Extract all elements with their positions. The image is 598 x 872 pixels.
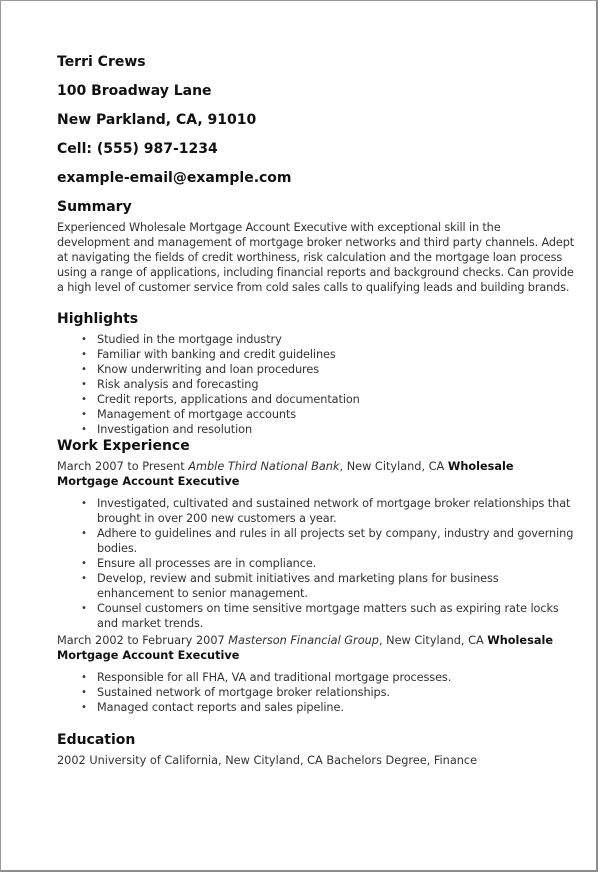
list-item: [81, 685, 576, 700]
bullet-icon: •: [81, 498, 87, 509]
bullet-icon: •: [81, 364, 87, 375]
list-item-text: Responsible for all FHA, VA and traditional mortgage processes.: [97, 671, 452, 684]
contact-address: 100 Broadway Lane: [57, 83, 212, 99]
bullet-icon: •: [81, 394, 87, 405]
bullet-icon: •: [81, 603, 87, 614]
contact-phone: Cell: (555) 987-1234: [57, 141, 218, 157]
list-item-text: Investigated, cultivated and sustained network of mortgage broker relationships that brought in over 200 new customers a year.: [97, 497, 571, 525]
highlights-section: [57, 310, 576, 437]
list-item-text: Sustained network of mortgage broker relationships.: [97, 686, 390, 699]
list-item: [81, 347, 576, 362]
list-item: [81, 601, 576, 631]
list-item-text: Develop, review and submit initiatives and marketing plans for business enhancement to senior management.: [97, 572, 499, 600]
list-item-text: Credit reports, applications and documentation: [97, 393, 360, 406]
list-item-text: Know underwriting and loan procedures: [97, 363, 319, 376]
list-item-text: Studied in the mortgage industry: [97, 333, 282, 346]
experience-heading: Work Experience: [57, 438, 190, 454]
list-item: [81, 526, 576, 556]
education-text: 2002 University of California, New Cityland, CA Bachelors Degree, Finance: [57, 754, 478, 767]
summary-text: Experienced Wholesale Mortgage Account Executive with exceptional skill in the development and management of mortgage broker networks and third party channels. Adept at navigating the fields of credit worthiness, risk calculation and the mortgage loan process using a range of applications, including financial reports and background checks. Can provide a high level of customer service from cold sales calls to qualifying leads and building brands.: [57, 221, 575, 294]
list-item: [81, 496, 576, 526]
bullet-icon: •: [81, 379, 87, 390]
education-heading: Education: [57, 732, 136, 748]
job-employer: Masterson Financial Group: [228, 634, 379, 647]
list-item-text: Investigation and resolution: [97, 423, 253, 436]
bullet-icon: •: [81, 687, 87, 698]
job-location: , New Cityland, CA: [339, 460, 445, 473]
job-dates: March 2007 to Present: [57, 460, 185, 473]
job-duties-list: [57, 496, 576, 631]
job-title: Wholesale Mortgage Account Executive: [57, 460, 514, 488]
bullet-icon: •: [81, 558, 87, 569]
education-section: [57, 731, 576, 768]
list-item: [81, 362, 576, 377]
bullet-icon: •: [81, 672, 87, 683]
list-item: [81, 571, 576, 601]
bullet-icon: •: [81, 528, 87, 539]
list-item: [81, 407, 576, 422]
bullet-icon: •: [81, 349, 87, 360]
bullet-icon: •: [81, 573, 87, 584]
bullet-icon: •: [81, 334, 87, 345]
job-location: , New Cityland, CA: [378, 634, 484, 647]
contact-name: Terri Crews: [57, 54, 146, 70]
list-item-text: Familiar with banking and credit guidelines: [97, 348, 336, 361]
list-item-text: Risk analysis and forecasting: [97, 378, 259, 391]
list-item-text: Ensure all processes are in compliance.: [97, 557, 317, 570]
bullet-icon: •: [81, 424, 87, 435]
list-item: [81, 556, 576, 571]
bullet-icon: •: [81, 409, 87, 420]
list-item-text: Adhere to guidelines and rules in all projects set by company, industry and governing bodies.: [97, 527, 574, 555]
summary-heading: Summary: [57, 199, 132, 215]
list-item: [81, 422, 576, 437]
list-item: [81, 700, 576, 715]
list-item: [81, 377, 576, 392]
contact-city: New Parkland, CA, 91010: [57, 112, 257, 128]
highlights-heading: Highlights: [57, 311, 139, 327]
list-item-text: Managed contact reports and sales pipeline.: [97, 701, 344, 714]
list-item: [81, 392, 576, 407]
list-item: [81, 332, 576, 347]
summary-section: [57, 198, 576, 295]
experience-section: [57, 437, 576, 715]
job-duties-list: [57, 670, 576, 715]
job-header: [57, 633, 576, 663]
bullet-icon: •: [81, 702, 87, 713]
list-item-text: Management of mortgage accounts: [97, 408, 297, 421]
highlights-list: [57, 332, 576, 437]
contact-email: example-email@example.com: [57, 170, 292, 186]
list-item: [81, 670, 576, 685]
job-header: [57, 459, 576, 489]
list-item-text: Counsel customers on time sensitive mortgage matters such as expiring rate locks and market trends.: [97, 602, 559, 630]
job-dates: March 2002 to February 2007: [57, 634, 225, 647]
job-title: Wholesale Mortgage Account Executive: [57, 634, 553, 662]
job-employer: Amble Third National Bank: [188, 460, 340, 473]
